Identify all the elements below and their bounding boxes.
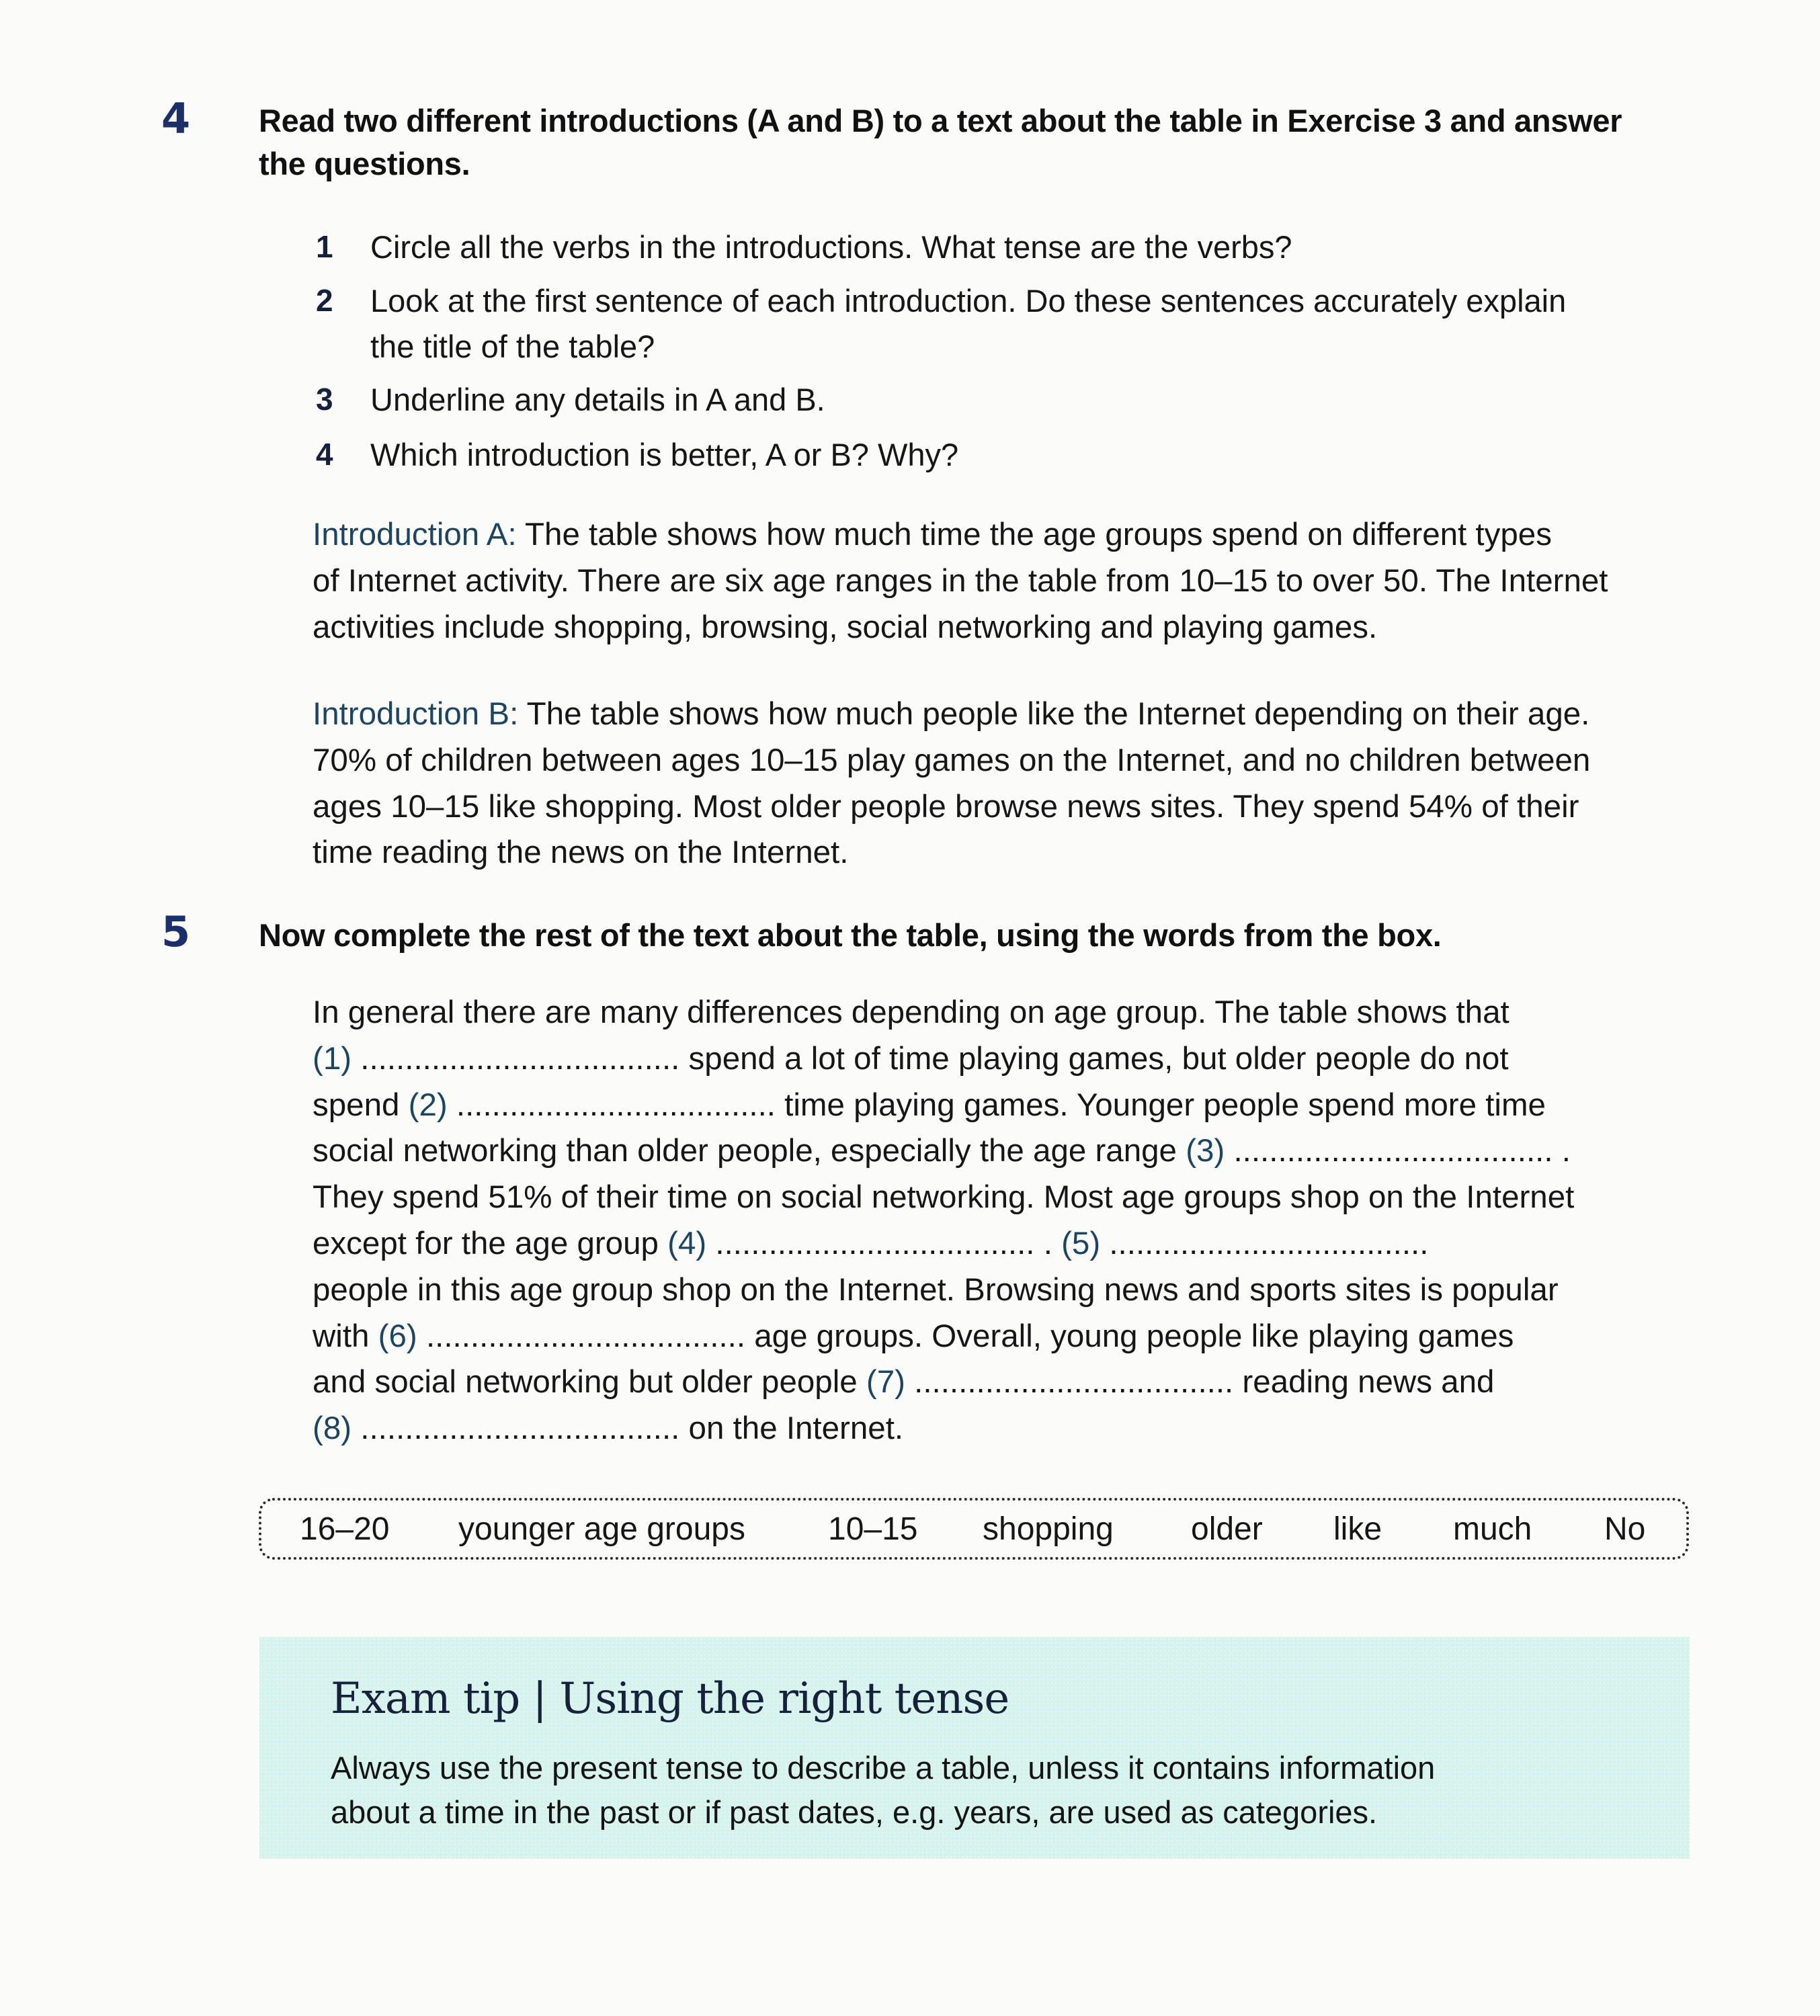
passage-line: [313, 1314, 1574, 1360]
passage-text: except for the age group: [313, 1225, 668, 1261]
introduction-a: [313, 512, 1608, 650]
intro-line: ages 10–15 like shopping. Most older people browse news sites. They spend 54% of their: [313, 788, 1579, 825]
passage-line: [313, 1359, 1574, 1406]
question-number: 3: [316, 382, 333, 417]
passage-line: They spend 51% of their time on social networking. Most age groups shop on the Internet: [313, 1179, 1575, 1216]
intro-text: The table shows how much people like the Internet depending on their age.: [518, 696, 1590, 732]
passage-line: people in this age group shop on the Internet. Browsing news and sports sites is popular: [313, 1271, 1559, 1308]
intro-line: of Internet activity. There are six age ranges in the table from 10–15 to over 50. The Internet: [313, 562, 1608, 599]
passage-line: [313, 1036, 1574, 1083]
blank-number: (3): [1186, 1133, 1225, 1169]
intro-line: activities include shopping, browsing, social networking and playing games.: [313, 609, 1378, 645]
passage-text: with: [313, 1318, 378, 1354]
exam-tip-body: Always use the present tense to describe a table, unless it contains information: [331, 1750, 1436, 1786]
passage-text: spend: [313, 1087, 409, 1123]
introduction-b: [313, 691, 1590, 876]
word-box-item: older: [1191, 1511, 1263, 1547]
exercise-instruction: Now complete the rest of the text about the table, using the words from the box.: [259, 917, 1442, 953]
blank-4[interactable]: ....................................: [715, 1225, 1035, 1261]
passage-line: [313, 1406, 1574, 1452]
word-box-item: No: [1604, 1511, 1646, 1547]
question-number: 1: [316, 229, 333, 264]
word-box-item: like: [1333, 1511, 1382, 1547]
passage-line: In general there are many differences depending on age group. The table shows that: [313, 995, 1509, 1030]
exercise-instruction: [259, 99, 1622, 185]
word-box-item: 10–15: [828, 1511, 918, 1547]
instruction-line: the questions.: [259, 146, 470, 181]
question-text: the title of the table?: [370, 329, 655, 364]
question-text: Underline any details in A and B.: [370, 382, 825, 417]
blank-number: (4): [667, 1225, 707, 1261]
blank-7[interactable]: ....................................: [914, 1364, 1234, 1400]
word-box-item: much: [1453, 1511, 1532, 1547]
passage-text: social networking than older people, especially the age range: [313, 1133, 1186, 1169]
blank-number: (2): [408, 1087, 448, 1123]
passage-text: and social networking but older people: [313, 1364, 866, 1400]
blank-5[interactable]: ....................................: [1109, 1225, 1429, 1261]
blank-8[interactable]: ....................................: [360, 1411, 680, 1447]
question-text: Circle all the verbs in the introductions. What tense are the verbs?: [370, 229, 1292, 265]
exercise-number: 4: [161, 94, 191, 143]
intro-label: Introduction A:: [313, 517, 517, 552]
passage-text: time playing games. Younger people spend more time: [775, 1087, 1546, 1123]
passage-line: [313, 1221, 1574, 1267]
blank-number: (8): [313, 1411, 352, 1447]
passage-text: age groups. Overall, young people like playing games: [745, 1318, 1514, 1354]
blank-6[interactable]: ....................................: [425, 1318, 746, 1354]
passage-line: [313, 1128, 1574, 1175]
passage-text: .: [1034, 1225, 1062, 1261]
exam-tip-title: Exam tip | Using the right tense: [331, 1674, 1009, 1724]
blank-1[interactable]: ....................................: [360, 1040, 680, 1077]
gap-fill-passage: [313, 990, 1574, 1452]
intro-line: [313, 691, 1590, 738]
passage-text: reading news and: [1233, 1364, 1495, 1400]
word-box-item: shopping: [983, 1511, 1114, 1547]
intro-line: 70% of children between ages 10–15 play games on the Internet, and no children between: [313, 742, 1591, 778]
question-number: 2: [316, 283, 333, 318]
question-text: Which introduction is better, A or B? Why?: [370, 437, 959, 472]
intro-line: time reading the news on the Internet.: [313, 835, 849, 871]
passage-text: .: [1553, 1133, 1571, 1169]
intro-line: [313, 512, 1608, 558]
word-box-item: 16–20: [300, 1511, 390, 1547]
passage-text: on the Internet.: [679, 1411, 904, 1447]
exercise-number: 5: [161, 907, 191, 956]
blank-number: (5): [1061, 1225, 1101, 1261]
blank-number: (6): [378, 1318, 417, 1354]
passage-line: [313, 1083, 1574, 1129]
passage-text: spend a lot of time playing games, but older people do not: [679, 1040, 1509, 1077]
instruction-line: Read two different introductions (A and B) to a text about the table in Exercise 3 and answer: [259, 103, 1622, 138]
blank-number: (1): [313, 1040, 352, 1077]
blank-number: (7): [866, 1364, 905, 1400]
intro-text: The table shows how much time the age groups spend on different types: [516, 517, 1552, 552]
question-text: Look at the first sentence of each introduction. Do these sentences accurately explain: [370, 283, 1567, 319]
exam-tip-body: about a time in the past or if past dates, e.g. years, are used as categories.: [331, 1794, 1378, 1830]
question-number: 4: [316, 437, 333, 472]
blank-3[interactable]: ....................................: [1233, 1133, 1553, 1169]
blank-2[interactable]: ....................................: [456, 1087, 776, 1123]
word-box-item: younger age groups: [458, 1511, 745, 1547]
intro-label: Introduction B:: [313, 696, 519, 732]
